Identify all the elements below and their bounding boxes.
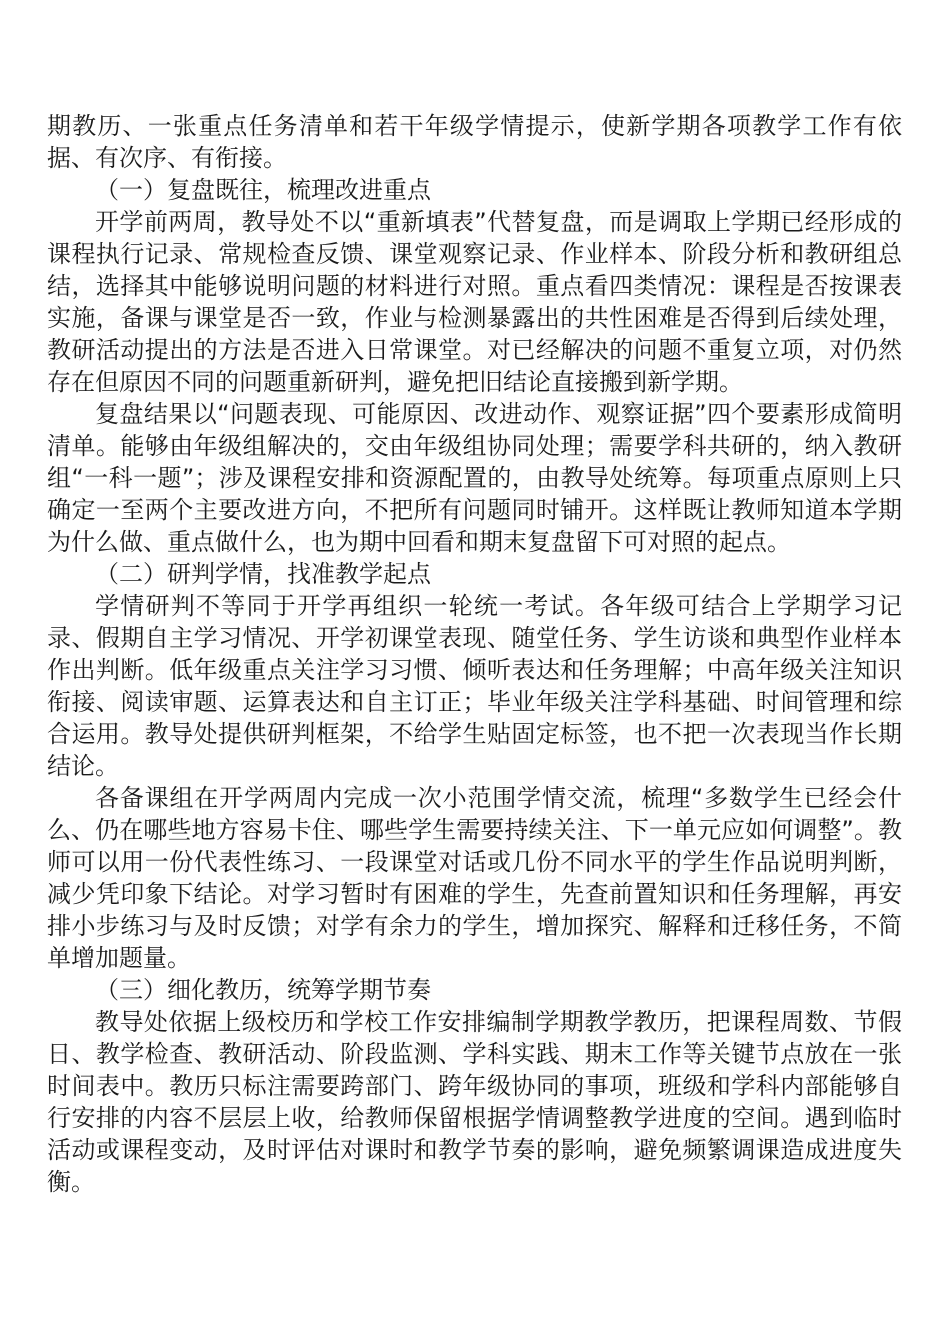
paragraph: 教导处依据上级校历和学校工作安排编制学期教学教历，把课程周数、节假日、教学检查、教研活动、阶段监测、学科实践、期末工作等关键节点放在一张时间表中。教历只标注需要跨部门、跨年级协同的事项，班级和学科内部能够自行安排的内容不层层上收，给教师保留根据学情调整教学进度的空间。遇到临时活动或课程变动，及时评估对课时和教学节奏的影响，避免频繁调课造成进度失衡。 [47,1008,902,1196]
section-heading-2: （二）研判学情，找准教学起点 [95,560,431,588]
section-heading-3: （三）细化教历，统筹学期节奏 [95,976,431,1004]
paragraph: 复盘结果以“问题表现、可能原因、改进动作、观察证据”四个要素形成简明清单。能够由年级组解决的，交由年级组协同处理；需要学科共研的，纳入教研组“一科一题”；涉及课程安排和资源配置的，由教导处统筹。每项重点原则上只确定一至两个主要改进方向，不把所有问题同时铺开。这样既让教师知道本学期为什么做、重点做什么，也为期中回看和期末复盘留下可对照的起点。 [47,400,902,556]
paragraph-continuation: 期教历、一张重点任务清单和若干年级学情提示，使新学期各项教学工作有依据、有次序、有衔接。 [47,112,902,172]
section-heading-1: （一）复盘既往，梳理改进重点 [95,176,431,204]
paragraph: 各备课组在开学两周内完成一次小范围学情交流，梳理“多数学生已经会什么、仍在哪些地方容易卡住、哪些学生需要持续关注、下一单元应如何调整”。教师可以用一份代表性练习、一段课堂对话或几份不同水平的学生作品说明判断，减少凭印象下结论。对学习暂时有困难的学生，先查前置知识和任务理解，再安排小步练习与及时反馈；对学有余力的学生，增加探究、解释和迁移任务，不简单增加题量。 [47,784,902,972]
paragraph: 学情研判不等同于开学再组织一轮统一考试。各年级可结合上学期学习记录、假期自主学习情况、开学初课堂表现、随堂任务、学生访谈和典型作业样本作出判断。低年级重点关注学习习惯、倾听表达和任务理解；中高年级关注知识衔接、阅读审题、运算表达和自主订正；毕业年级关注学科基础、时间管理和综合运用。教导处提供研判框架，不给学生贴固定标签，也不把一次表现当作长期结论。 [47,592,902,780]
paragraph: 开学前两周，教导处不以“重新填表”代替复盘，而是调取上学期已经形成的课程执行记录、常规检查反馈、课堂观察记录、作业样本、阶段分析和教研组总结，选择其中能够说明问题的材料进行对照。重点看四类情况：课程是否按课表实施，备课与课堂是否一致，作业与检测暴露出的共性困难是否得到后续处理，教研活动提出的方法是否进入日常课堂。对已经解决的问题不重复立项，对仍然存在但原因不同的问题重新研判，避免把旧结论直接搬到新学期。 [47,208,902,396]
document-body [47,110,902,1198]
